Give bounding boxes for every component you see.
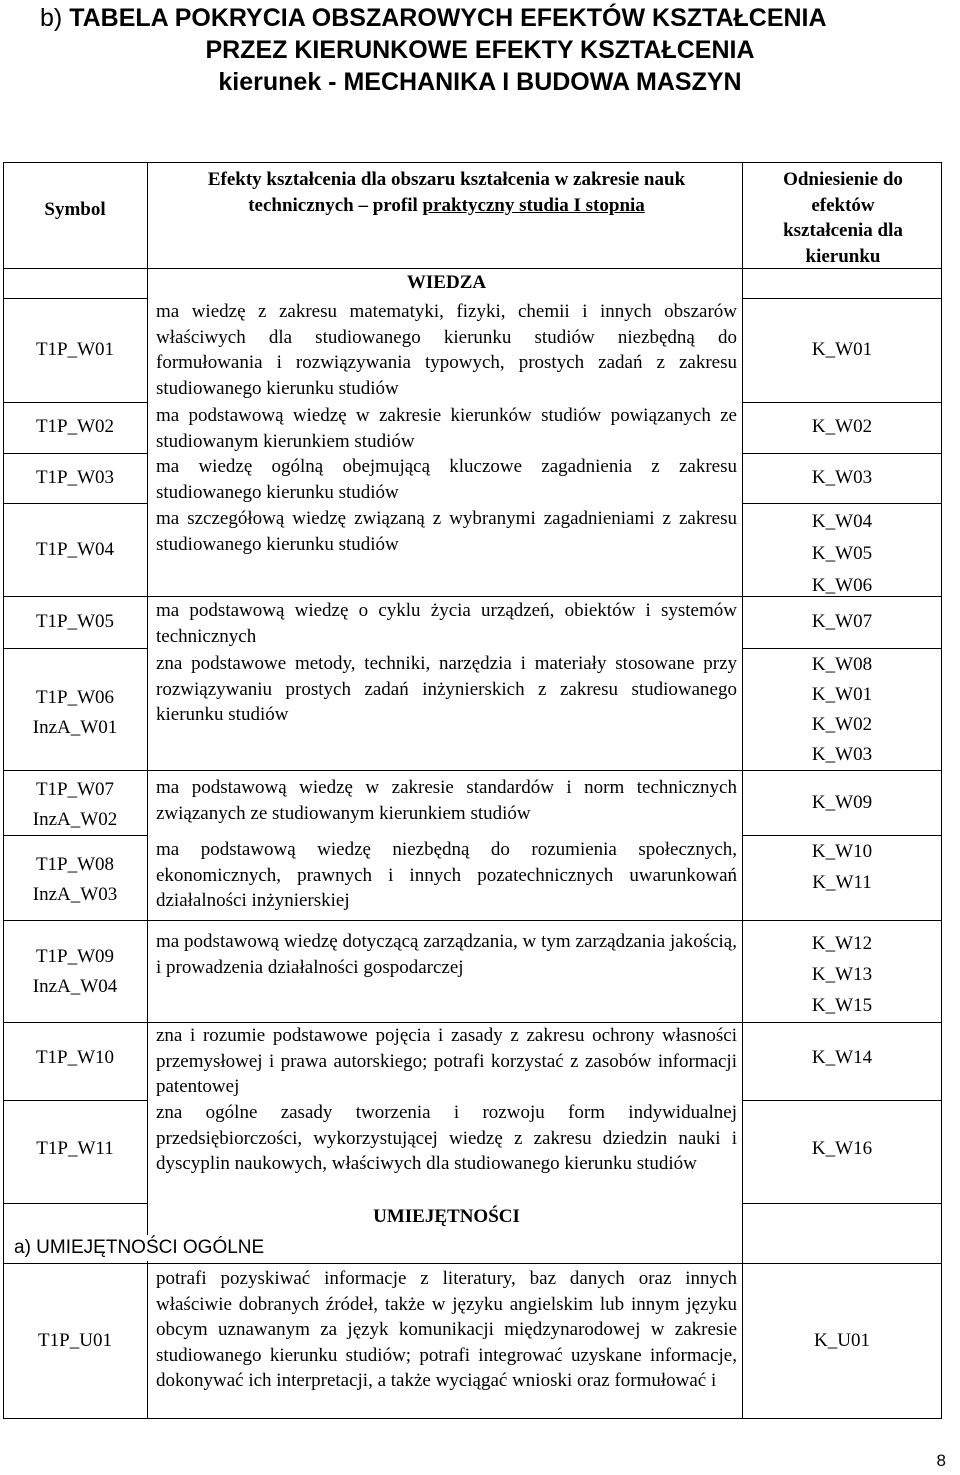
row-divider xyxy=(742,298,942,299)
page-title xyxy=(0,2,960,98)
table-border-right xyxy=(941,162,942,1418)
title-prefix: b) xyxy=(40,4,63,32)
row-divider xyxy=(3,1263,942,1264)
section-knowledge: WIEDZA xyxy=(406,272,487,293)
row-3-symbol xyxy=(4,537,146,563)
row-0-symbol-0: T1P_W01 xyxy=(35,339,115,360)
row-0-text: ma wiedzę z zakresu matematyki, fizyki, chemii i innych obszarów właściwych dla studiowanego kierunku studiów niezbędną do formułowania i rozwiązywania typowych, prostych zadań z zakresu studiowanego kierunku studiów xyxy=(156,301,737,399)
header-symbol: Symbol xyxy=(44,199,106,220)
row-8-symbol-1: InzA_W04 xyxy=(32,976,118,997)
row-3-ref-1: K_W05 xyxy=(811,543,873,564)
row-8-refs xyxy=(743,928,941,1021)
row-7-ref-1: K_W11 xyxy=(812,872,872,893)
row-5-ref-2: K_W02 xyxy=(811,714,873,735)
row-9-symbol xyxy=(4,1045,146,1071)
row-divider xyxy=(3,1100,148,1101)
row-8-ref-0: K_W12 xyxy=(811,933,873,954)
row-10-symbol-0: T1P_W11 xyxy=(36,1138,114,1159)
skill-row-0-refs xyxy=(743,1328,941,1354)
table-border-symbol xyxy=(147,162,148,1418)
row-4-symbol xyxy=(4,609,146,635)
row-8-symbol xyxy=(4,942,146,1002)
row-2-text: ma wiedzę ogólną obejmującą kluczowe zagadnienia z zakresu studiowanego kierunku studiów xyxy=(156,456,737,503)
row-divider xyxy=(3,770,942,771)
skill-row-0-symbol-0: T1P_U01 xyxy=(38,1330,112,1351)
row-divider xyxy=(3,453,148,454)
row-10-text: zna ogólne zasady tworzenia i rozwoju form indywidualnej przedsiębiorczości, wykorzystującej wiedzę z zakresu dziedzin nauki i dyscyplin naukowych, właściwych dla studiowanego kierunku studiów xyxy=(156,1102,737,1174)
row-3-refs xyxy=(743,506,941,602)
row-divider xyxy=(742,503,942,504)
row-6-symbol xyxy=(4,775,146,835)
row-3-symbol-0: T1P_W04 xyxy=(35,539,115,560)
row-divider xyxy=(742,648,942,649)
skill-row-0-ref-0: K_U01 xyxy=(814,1330,870,1351)
row-divider xyxy=(3,1203,148,1204)
row-0-ref-0: K_W01 xyxy=(811,339,873,360)
row-5-ref-0: K_W08 xyxy=(811,654,873,675)
title-line-1-text: TABELA POKRYCIA OBSZAROWYCH EFEKTÓW KSZTAŁCENIA xyxy=(69,4,827,32)
header-effects-line-1: Efekty kształcenia dla obszaru kształcenia w zakresie nauk xyxy=(207,169,686,190)
row-divider xyxy=(3,835,148,836)
row-6-ref-0: K_W09 xyxy=(811,792,873,813)
title-line-3: kierunek - MECHANIKA I BUDOWA MASZYN xyxy=(218,68,742,96)
row-4-ref-0: K_W07 xyxy=(811,611,873,632)
header-reference: Odniesienie do efektów kształcenia dla kierunku xyxy=(783,169,903,267)
row-3-ref-2: K_W06 xyxy=(811,575,873,596)
row-divider xyxy=(3,920,942,921)
row-7-text: ma podstawową wiedzę niezbędną do rozumienia społecznych, ekonomicznych, prawnych i innych pozatechnicznych uwarunkowań działalności inżynierskiej xyxy=(156,839,737,911)
row-6-symbol-0: T1P_W07 xyxy=(35,779,115,800)
row-8-symbol-0: T1P_W09 xyxy=(35,946,115,967)
row-5-symbol xyxy=(4,683,146,743)
row-8-ref-2: K_W15 xyxy=(811,995,873,1016)
row-9-symbol-0: T1P_W10 xyxy=(35,1047,115,1068)
row-5-symbol-0: T1P_W06 xyxy=(35,687,115,708)
row-6-text: ma podstawową wiedzę w zakresie standardów i norm technicznych związanych ze studiowanym kierunkiem studiów xyxy=(156,777,737,824)
row-divider xyxy=(3,402,148,403)
row-7-symbol-0: T1P_W08 xyxy=(35,854,115,875)
row-1-symbol-0: T1P_W02 xyxy=(35,416,115,437)
table-border-bottom xyxy=(3,1418,942,1419)
header-effects xyxy=(156,167,737,218)
page-number: 8 xyxy=(936,1451,946,1470)
row-1-ref-0: K_W02 xyxy=(811,416,873,437)
row-8-text: ma podstawową wiedzę dotyczącą zarządzania, w tym zarządzania jakością, i prowadzenia działalności gospodarczej xyxy=(156,931,737,978)
row-10-refs xyxy=(743,1136,941,1162)
row-10-symbol xyxy=(4,1136,146,1162)
row-3-ref-0: K_W04 xyxy=(811,511,873,532)
row-divider xyxy=(742,1203,942,1204)
row-divider xyxy=(742,453,942,454)
row-divider xyxy=(3,298,148,299)
row-7-refs xyxy=(743,836,941,898)
table-border-top xyxy=(3,162,942,163)
row-2-symbol xyxy=(4,465,146,491)
title-line-1 xyxy=(0,2,960,34)
row-5-ref-1: K_W01 xyxy=(811,684,873,705)
row-5-symbol-1: InzA_W01 xyxy=(32,717,118,738)
row-7-symbol-1: InzA_W03 xyxy=(32,884,118,905)
row-2-refs xyxy=(743,465,941,491)
row-1-refs xyxy=(743,414,941,440)
skill-row-0-symbol xyxy=(4,1328,146,1354)
header-effects-line-2 xyxy=(156,193,737,219)
row-8-ref-1: K_W13 xyxy=(811,964,873,985)
row-6-refs xyxy=(743,790,941,816)
row-5-text: zna podstawowe metody, techniki, narzędzia i materiały stosowane przy rozwiązywaniu prostych zadań inżynierskich z zakresu studiowanego kierunku studiów xyxy=(156,653,737,725)
row-divider xyxy=(742,402,942,403)
row-divider xyxy=(742,1100,942,1101)
row-9-refs xyxy=(743,1045,941,1071)
row-5-ref-3: K_W03 xyxy=(811,744,873,765)
row-5-refs xyxy=(743,650,941,770)
row-divider xyxy=(3,503,148,504)
row-7-symbol xyxy=(4,850,146,910)
row-4-symbol-0: T1P_W05 xyxy=(35,611,115,632)
header-effects-line-2a: technicznych – profil xyxy=(248,194,418,216)
row-divider xyxy=(3,648,148,649)
row-9-ref-0: K_W14 xyxy=(811,1047,873,1068)
row-6-symbol-1: InzA_W02 xyxy=(32,809,118,830)
subsection-general-skills: a) UMIEJĘTNOŚCI OGÓLNE xyxy=(14,1235,268,1261)
row-4-text: ma podstawową wiedzę o cyklu życia urządzeń, obiektów i systemów technicznych xyxy=(156,600,737,647)
title-line-2: PRZEZ KIERUNKOWE EFEKTY KSZTAŁCENIA xyxy=(205,36,755,64)
row-1-symbol xyxy=(4,414,146,440)
row-4-refs xyxy=(743,609,941,635)
header-effects-line-2b: praktyczny studia I stopnia xyxy=(422,194,645,216)
row-9-text: zna i rozumie podstawowe pojęcia i zasady z zakresu ochrony własności przemysłowej i prawa autorskiego; potrafi korzystać z zasobów informacji patentowej xyxy=(156,1025,737,1097)
row-2-ref-0: K_W03 xyxy=(811,467,873,488)
row-2-symbol-0: T1P_W03 xyxy=(35,467,115,488)
row-0-symbol xyxy=(4,337,146,363)
row-7-ref-0: K_W10 xyxy=(811,841,873,862)
skill-row-0-text: potrafi pozyskiwać informacje z literatury, baz danych oraz innych właściwie dobranych źródeł, także w języku angielskim lub innym języku obcym uznawanym za język komunikacji międzynarodowej w zakresie studiowanego kierunku studiów; potrafi integrować uzyskane informacje, dokonywać ich interpretacji, a także wyciągać wnioski oraz formułować i xyxy=(156,1268,737,1391)
section-skills: UMIEJĘTNOŚCI xyxy=(373,1206,520,1227)
row-3-text: ma szczegółową wiedzę związaną z wybranymi zagadnieniami z zakresu studiowanego kierunku studiów xyxy=(156,508,737,555)
row-10-ref-0: K_W16 xyxy=(811,1138,873,1159)
row-1-text: ma podstawową wiedzę w zakresie kierunków studiów powiązanych ze studiowanym kierunkiem studiów xyxy=(156,405,737,452)
row-0-refs xyxy=(743,337,941,363)
